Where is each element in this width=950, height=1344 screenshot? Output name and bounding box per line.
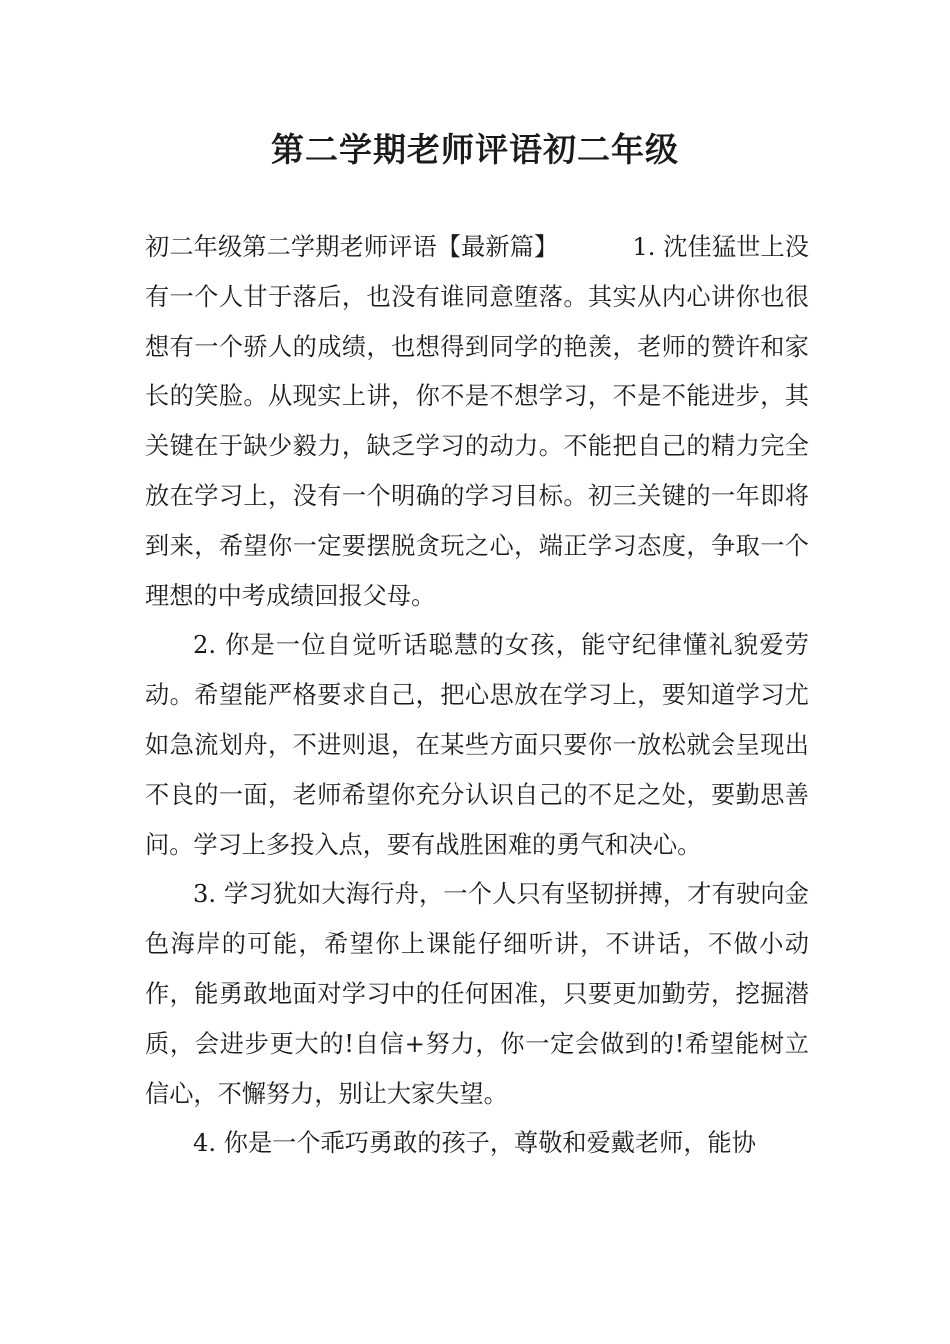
paragraph-3: 3. 学习犹如大海行舟，一个人只有坚韧拼搏，才有驶向金色海岸的可能，希望你上课能仔细听讲，不讲话，不做小动作，能勇敢地面对学习中的任何困准，只要更加勤劳，挖掘潜质，会进步更大的!自信+努力，你一定会做到的!希望能树立信心，不懈努力，别让大家失望。 bbox=[145, 880, 809, 1108]
document-title: 第二学期老师评语初二年级 bbox=[271, 130, 679, 169]
paragraph-1-text: 1. 沈佳猛世上没有一个人甘于落后，也没有谁同意堕落。其实从内心讲你也很想有一个骄人的成绩，也想得到同学的艳羡，老师的赞许和家长的笑脸。从现实上讲，你不是不想学习，不是不能进步，其关键在于缺少毅力，缺乏学习的动力。不能把自己的精力完全放在学习上，没有一个明确的学习目标。初三关键的一年即将到来，希望你一定要摆脱贪玩之心，端正学习态度，争取一个理想的中考成绩回报父母。 bbox=[145, 233, 809, 610]
paragraph-1 bbox=[145, 223, 809, 621]
document-body bbox=[145, 223, 809, 1169]
paragraph-4: 4. 你是一个乖巧勇敢的孩子，尊敬和爱戴老师，能协 bbox=[193, 1129, 756, 1158]
paragraph-2: 2. 你是一位自觉听话聪慧的女孩，能守纪律懂礼貌爱劳动。希望能严格要求自己，把心思放在学习上，要知道学习尤如急流划舟，不进则退，在某些方面只要你一放松就会呈现出不良的一面，老师希望你充分认识自己的不足之处，要勤思善问。学习上多投入点，要有战胜困难的勇气和决心。 bbox=[145, 631, 809, 859]
section-heading: 初二年级第二学期老师评语【最新篇】 bbox=[145, 233, 559, 261]
